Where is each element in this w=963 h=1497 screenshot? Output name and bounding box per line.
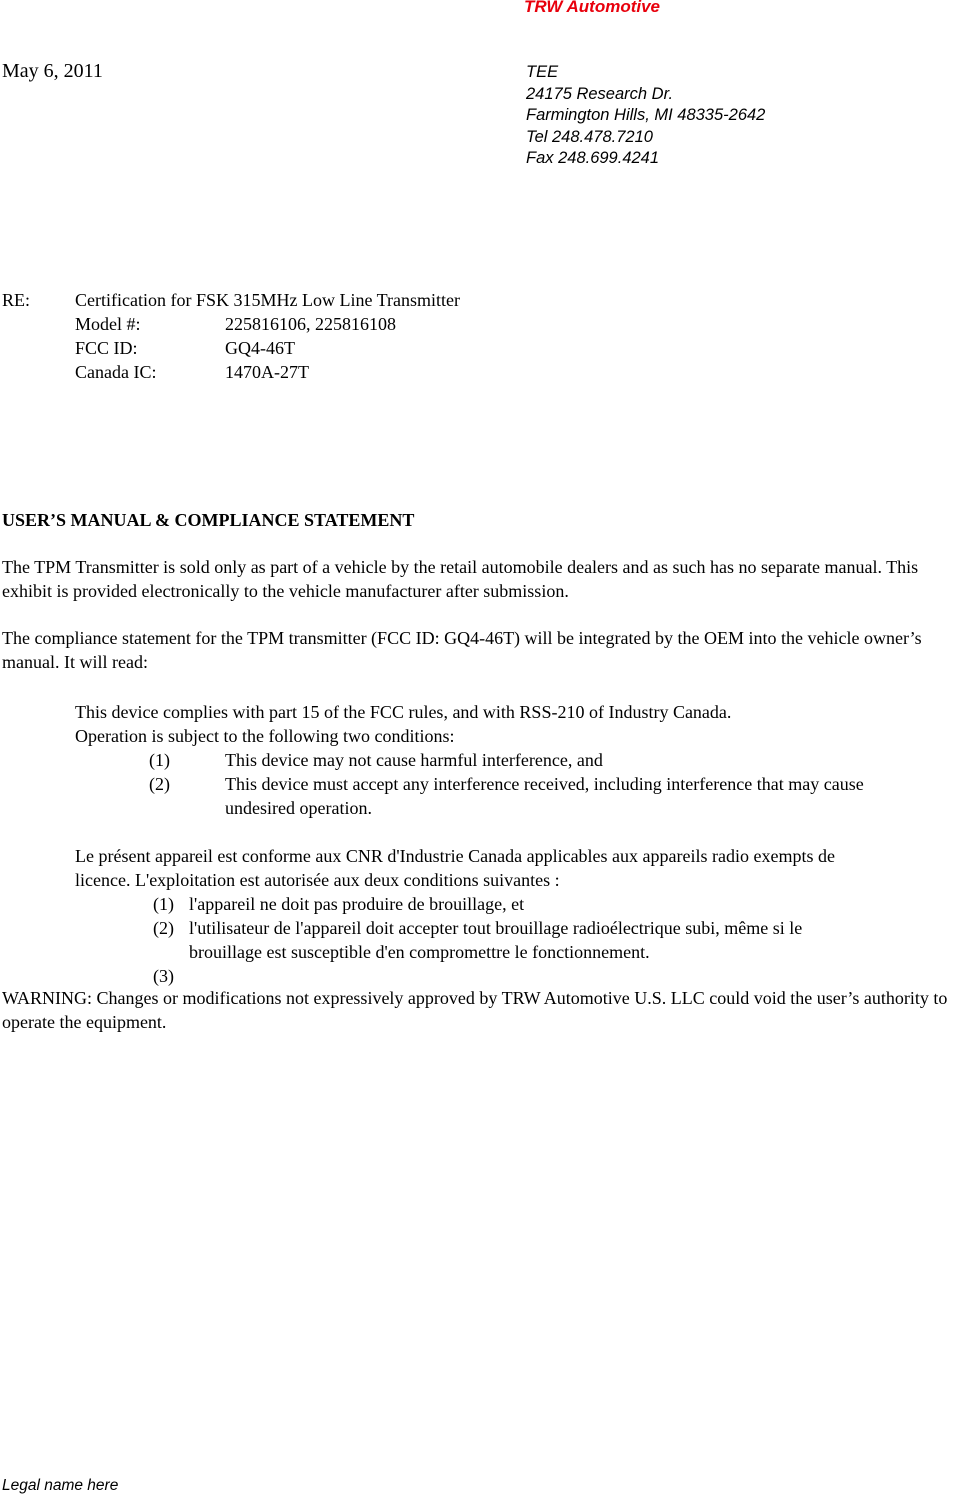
footer-legal-name: Legal name here bbox=[2, 1477, 119, 1494]
statement-line: licence. L'exploitation est autorisée aux deux conditions suivantes : bbox=[75, 870, 560, 890]
condition-text: brouillage est susceptible d'en compromettre le fonctionnement. bbox=[189, 942, 650, 962]
warning-statement: WARNING: Changes or modifications not expressively approved by TRW Automotive U.S. LLC could void the user’s authority to operate the equipment. bbox=[2, 988, 948, 1032]
re-field-value: 1470A-27T bbox=[225, 362, 309, 382]
re-field-label: Canada IC: bbox=[75, 362, 157, 382]
condition-text: This device must accept any interference received, including interference that may cause bbox=[225, 774, 864, 794]
condition-item bbox=[75, 892, 835, 916]
paragraph-manual: The TPM Transmitter is sold only as part of a vehicle by the retail automobile dealers and as such has no separate manual. This exhibit is provided electronically to the vehicle manufacturer after submission. bbox=[2, 557, 919, 601]
address-line: TEE bbox=[526, 63, 559, 81]
condition-item bbox=[75, 748, 731, 772]
condition-number: (3) bbox=[153, 966, 174, 986]
letter-date: May 6, 2011 bbox=[2, 60, 103, 82]
re-label: RE: bbox=[2, 290, 31, 310]
condition-number: (2) bbox=[153, 918, 174, 938]
condition-item bbox=[75, 916, 835, 940]
re-subject: Certification for FSK 315MHz Low Line Transmitter bbox=[75, 290, 460, 310]
address-line: Farmington Hills, MI 48335-2642 bbox=[526, 106, 766, 124]
condition-item bbox=[75, 772, 864, 796]
french-statement bbox=[75, 844, 835, 988]
re-field-label: Model #: bbox=[75, 314, 141, 334]
statement-line: This device complies with part 15 of the FCC rules, and with RSS-210 of Industry Canada. bbox=[75, 702, 732, 722]
condition-text: This device may not cause harmful interference, and bbox=[225, 750, 603, 770]
condition-text: undesired operation. bbox=[225, 798, 372, 818]
condition-number: (1) bbox=[153, 894, 174, 914]
section-heading: USER’S MANUAL & COMPLIANCE STATEMENT bbox=[2, 510, 415, 530]
address-line: Tel 248.478.7210 bbox=[526, 127, 653, 146]
condition-continuation bbox=[75, 940, 835, 964]
re-field-value: 225816106, 225816108 bbox=[225, 314, 396, 334]
condition-text: l'utilisateur de l'appareil doit accepter tout brouillage radioélectrique subi, même si le bbox=[189, 918, 803, 938]
re-field-value: GQ4-46T bbox=[225, 338, 295, 358]
statement-line: Operation is subject to the following two conditions: bbox=[75, 726, 455, 746]
condition-item bbox=[75, 964, 835, 988]
re-field-label: FCC ID: bbox=[75, 338, 138, 358]
company-name: TRW Automotive bbox=[524, 0, 660, 16]
address-line: Fax 248.699.4241 bbox=[526, 149, 660, 167]
paragraph-compliance: The compliance statement for the TPM transmitter (FCC ID: GQ4-46T) will be integrated by the OEM into the vehicle owner’s manual. It will read: bbox=[2, 628, 922, 672]
company-address bbox=[526, 62, 765, 170]
english-statement bbox=[75, 700, 864, 820]
condition-continuation bbox=[75, 796, 731, 820]
address-line: 24175 Research Dr. bbox=[526, 84, 674, 103]
statement-line: Le présent appareil est conforme aux CNR d'Industrie Canada applicables aux appareils radio exempts de bbox=[75, 846, 835, 866]
condition-number: (1) bbox=[149, 750, 170, 770]
condition-text: l'appareil ne doit pas produire de brouillage, et bbox=[189, 894, 525, 914]
condition-number: (2) bbox=[149, 774, 170, 794]
